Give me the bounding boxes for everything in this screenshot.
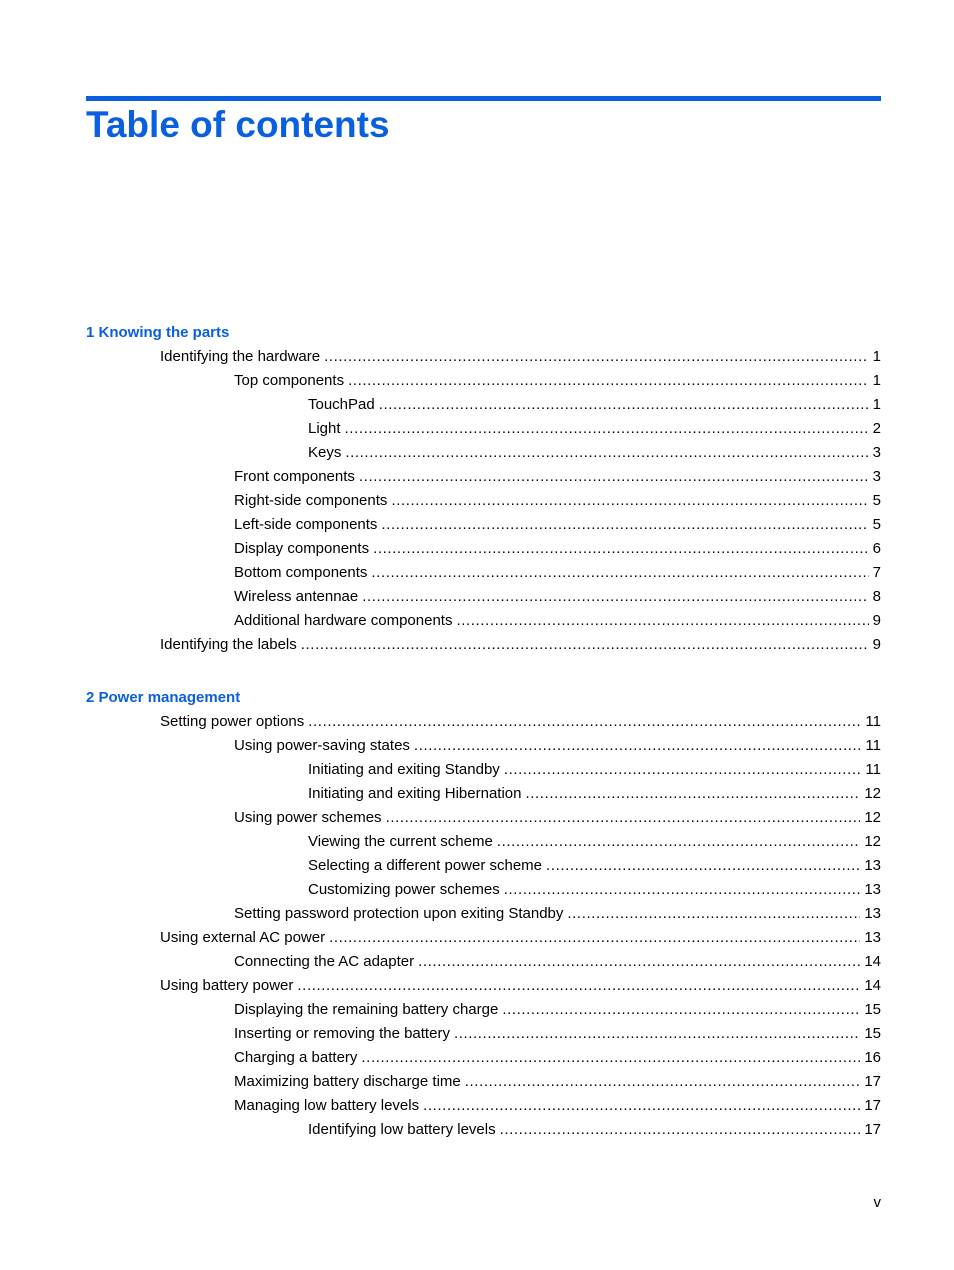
dot-leader <box>362 587 868 607</box>
toc-entry-title: Selecting a different power scheme <box>308 857 543 874</box>
toc-entry-level-3[interactable] <box>308 856 881 876</box>
toc-entry-page: 7 <box>872 564 881 581</box>
toc-entry-level-2[interactable] <box>234 515 881 535</box>
toc-entry-level-3[interactable] <box>308 832 881 852</box>
toc-entry-title: Bottom components <box>234 564 368 581</box>
toc-entry-title: Customizing power schemes <box>308 881 500 898</box>
toc-entry-title: Left-side components <box>234 516 378 533</box>
toc-entry-level-2[interactable] <box>234 1096 881 1116</box>
dot-leader <box>525 784 860 804</box>
toc-entry-page: 11 <box>865 713 881 730</box>
toc-entry-title: Using power schemes <box>234 809 382 826</box>
toc-entry-page: 13 <box>864 881 881 898</box>
toc-entry-page: 12 <box>864 785 881 802</box>
dot-leader <box>454 1024 860 1044</box>
toc-entry-title: Top components <box>234 372 345 389</box>
chapter-heading[interactable]: 2 Power management <box>86 689 241 706</box>
toc-entry-page: 9 <box>872 612 881 629</box>
toc-entry-title: Initiating and exiting Standby <box>308 761 500 778</box>
toc-entry-title: Additional hardware components <box>234 612 453 629</box>
dot-leader <box>297 976 860 996</box>
toc-entry-level-2[interactable] <box>234 587 881 607</box>
dot-leader <box>391 491 868 511</box>
toc-entry-title: Using power-saving states <box>234 737 410 754</box>
toc-entry-title: Right-side components <box>234 492 388 509</box>
toc-entry-title: Front components <box>234 468 355 485</box>
dot-leader <box>423 1096 860 1116</box>
page-number: v <box>873 1194 881 1211</box>
toc-entry-page: 11 <box>865 761 881 778</box>
toc-entry-level-3[interactable] <box>308 1120 881 1140</box>
toc-entry-level-3[interactable] <box>308 880 881 900</box>
toc-entry-page: 15 <box>864 1001 881 1018</box>
toc-entry-title: Display components <box>234 540 370 557</box>
toc-entry-level-1[interactable] <box>160 347 881 367</box>
toc-entry-level-2[interactable] <box>234 736 881 756</box>
dot-leader <box>465 1072 861 1092</box>
dot-leader <box>371 563 868 583</box>
toc-entry-title: Keys <box>308 444 342 461</box>
toc-entry-title: Identifying low battery levels <box>308 1121 496 1138</box>
dot-leader <box>504 880 861 900</box>
toc-entry-title: Viewing the current scheme <box>308 833 493 850</box>
toc-entry-page: 1 <box>872 372 881 389</box>
dot-leader <box>308 712 861 732</box>
dot-leader <box>348 371 869 391</box>
toc-entry-title: Inserting or removing the battery <box>234 1025 450 1042</box>
toc-entry-level-2[interactable] <box>234 1072 881 1092</box>
page-title: Table of contents <box>86 104 390 145</box>
toc-entry-page: 3 <box>872 444 881 461</box>
dot-leader <box>502 1000 860 1020</box>
toc-entry-level-3[interactable] <box>308 395 881 415</box>
chapter-heading[interactable]: 1 Knowing the parts <box>86 324 230 341</box>
dot-leader <box>500 1120 861 1140</box>
toc-entry-level-1[interactable] <box>160 635 881 655</box>
toc-entry-page: 16 <box>864 1049 881 1066</box>
dot-leader <box>329 928 860 948</box>
dot-leader <box>345 419 869 439</box>
toc-entry-page: 3 <box>872 468 881 485</box>
toc-entry-page: 12 <box>864 809 881 826</box>
toc-entry-title: TouchPad <box>308 396 375 413</box>
toc-entry-level-2[interactable] <box>234 491 881 511</box>
toc-entry-title: Charging a battery <box>234 1049 358 1066</box>
toc-entry-level-2[interactable] <box>234 1024 881 1044</box>
toc-entry-level-1[interactable] <box>160 976 881 996</box>
toc-entry-title: Setting password protection upon exiting Standby <box>234 905 564 922</box>
toc-entry-level-2[interactable] <box>234 952 881 972</box>
toc-entry-page: 17 <box>864 1097 881 1114</box>
dot-leader <box>504 760 862 780</box>
toc-entry-level-1[interactable] <box>160 712 881 732</box>
toc-entry-title: Initiating and exiting Hibernation <box>308 785 522 802</box>
toc-entry-title: Connecting the AC adapter <box>234 953 415 970</box>
toc-entry-page: 14 <box>864 977 881 994</box>
dot-leader <box>301 635 869 655</box>
toc-entry-level-2[interactable] <box>234 808 881 828</box>
dot-leader <box>359 467 869 487</box>
toc-entry-page: 8 <box>872 588 881 605</box>
toc-entry-page: 17 <box>864 1073 881 1090</box>
dot-leader <box>386 808 861 828</box>
toc-entry-page: 17 <box>864 1121 881 1138</box>
toc-entry-level-3[interactable] <box>308 443 881 463</box>
toc-entry-page: 5 <box>872 492 881 509</box>
toc-entry-level-3[interactable] <box>308 784 881 804</box>
dot-leader <box>546 856 860 876</box>
dot-leader <box>345 443 868 463</box>
toc-entry-title: Displaying the remaining battery charge <box>234 1001 499 1018</box>
dot-leader <box>379 395 869 415</box>
toc-entry-title: Using battery power <box>160 977 294 994</box>
toc-entry-title: Managing low battery levels <box>234 1097 420 1114</box>
dot-leader <box>418 952 860 972</box>
toc-entry-page: 6 <box>872 540 881 557</box>
dot-leader <box>497 832 860 852</box>
toc-entry-page: 5 <box>872 516 881 533</box>
toc-entry-title: Wireless antennae <box>234 588 359 605</box>
toc-entry-level-2[interactable] <box>234 467 881 487</box>
toc-entry-level-3[interactable] <box>308 760 881 780</box>
toc-entry-title: Identifying the labels <box>160 636 297 653</box>
toc-entry-level-2[interactable] <box>234 371 881 391</box>
toc-entry-level-2[interactable] <box>234 1048 881 1068</box>
toc-entry-page: 15 <box>864 1025 881 1042</box>
toc-entry-page: 11 <box>865 737 881 754</box>
toc-entry-level-1[interactable] <box>160 928 881 948</box>
dot-leader <box>361 1048 860 1068</box>
toc-entry-level-2[interactable] <box>234 1000 881 1020</box>
toc-entry-page: 14 <box>864 953 881 970</box>
dot-leader <box>414 736 862 756</box>
toc-entry-level-3[interactable] <box>308 419 881 439</box>
toc-entry-page: 13 <box>864 857 881 874</box>
toc-entry-page: 1 <box>872 396 881 413</box>
toc-entry-level-2[interactable] <box>234 611 881 631</box>
toc-entry-title: Light <box>308 420 341 437</box>
toc-entry-page: 2 <box>872 420 881 437</box>
dot-leader <box>381 515 868 535</box>
toc-entry-page: 1 <box>872 348 881 365</box>
toc-entry-level-2[interactable] <box>234 539 881 559</box>
toc-entry-page: 12 <box>864 833 881 850</box>
toc-entry-page: 13 <box>864 929 881 946</box>
toc-entry-page: 9 <box>872 636 881 653</box>
toc-entry-level-2[interactable] <box>234 904 881 924</box>
toc-entry-title: Setting power options <box>160 713 305 730</box>
toc-entry-title: Maximizing battery discharge time <box>234 1073 461 1090</box>
toc-entry-title: Identifying the hardware <box>160 348 321 365</box>
toc-entry-title: Using external AC power <box>160 929 326 946</box>
dot-leader <box>456 611 868 631</box>
dot-leader <box>373 539 869 559</box>
dot-leader <box>567 904 860 924</box>
toc-entry-page: 13 <box>864 905 881 922</box>
toc-entry-level-2[interactable] <box>234 563 881 583</box>
dot-leader <box>324 347 869 367</box>
